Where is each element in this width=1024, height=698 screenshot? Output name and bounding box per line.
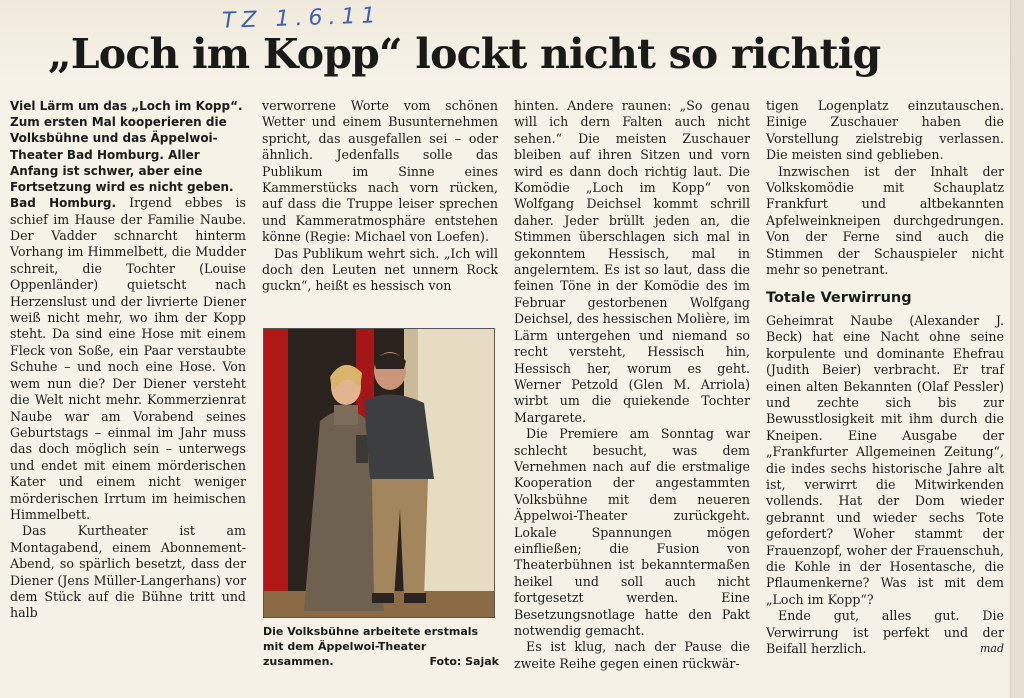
article-paragraph: hinten. Andere raunen: „So genau will ich dern Falten auch nicht sehen.“ Die meisten Zuschauer bleiben auf ihren Sitzen und vorn wird es dann doch richtig laut. Die Komödie „Loch im Kopp“ von Wolfgang Deichsel kommt schrill daher. Jeder brüllt jeden an, die Stimmen überschlagen sich mal in gekonntem Hessisch, mal in angelerntem. Es ist so laut, dass die feinen Töne in der Komödie des im Februar gestorbenen Wolfgang Deichsel, des hessischen Molière, im Lärm untergehen und niemand so recht versteht, Hessisch hin, Hessisch her, worum es geht. Werner Petzold (Glen M. Arriola) wirbt um die quiekende Tochter Margarete. — [514, 98, 750, 425]
stage-photo-illustration — [264, 329, 495, 618]
photo-credit: Foto: Sajak — [429, 655, 499, 668]
article-column-1 — [10, 98, 246, 622]
adjacent-page-edge — [1010, 0, 1024, 698]
article-paragraph: tigen Logenplatz einzutauschen. Einige Zuschauer haben die Vorstellung zielstrebig verlassen. Die meisten sind geblieben. — [766, 98, 1004, 163]
article-column-4 — [766, 98, 1004, 657]
dateline: Bad Homburg. — [10, 196, 117, 211]
article-paragraph — [10, 195, 246, 523]
paragraph-text: Irgend ebbes is schief im Hause der Familie Naube. Der Vadder schnarcht hinterm Vorhang im Himmelbett, die Mudder schreit, die Tochter (Louise Oppenländer) quietscht nach Herzenslust und der livrierte Diener weiß nicht mehr, wo ihm der Kopp steht. Da sind eine Hose mit einem Fleck von Soße, ein Paar verstaubte Schuhe – und noch eine Hose. Von wem nun die? Der Diener versteht die Welt nicht mehr. Kommerzienrat Naube war am Vorabend seines Geburtstags – einmal im Jahr muss das doch möglich sein – unterwegs und endet mit einem mörderischen Kater und einem nicht weniger mörderischen Irrtum im heimischen Himmelbett. — [10, 195, 246, 522]
article-paragraph: Geheimrat Naube (Alexander J. Beck) hat eine Nacht ohne seine korpulente und dominante Ehefrau (Judith Beier) verbracht. Er traf einen alten Bekannten (Olaf Pessler) und zechte sich bis zur Bewusstlosigkeit mit ihm durch die Kneipen. Eine Ausgabe der „Frankfurter Allgemeinen Zeitung“, die indes sechs historische Jahre alt ist, verwirrt die Mitwirkenden vollends. Hat der Dom wieder gebrannt und wieder sechs Tote gefordert? Woher stammt der Frauenzopf, woher der Frauenschuh, die Kohle in der Hosentasche, die Pflaumenkerne? Was ist mit dem „Loch im Kopp“? — [766, 312, 1004, 607]
article-paragraph: Die Premiere am Sonntag war schlecht besucht, was dem Vernehmen nach auf die erstmalige Kooperation der angestammten Volksbühne mit dem neueren Äppelwoi-Theater zurückgeht. Lokale Spannungen mögen einfließen; die Fusion von Theaterbühnen ist bekanntermaßen heikel und soll auch nicht fortgesetzt werden. Eine Besetzungsnotlage hatte den Pakt notwendig gemacht. — [514, 426, 750, 638]
article-column-2 — [262, 98, 498, 295]
article-paragraph: Inzwischen ist der Inhalt der Volkskomödie mit Schauplatz Frankfurt und altbekannten Apfelweinkneipen durchgedrungen. Von der Ferne sind auch die Stimmen der Schauspieler nicht mehr so penetrant. — [766, 163, 1004, 278]
article-paragraph: Das Kurtheater ist am Montagabend, einem Abonnement-Abend, so spärlich besetzt, dass der Diener (Jens Müller-Langerhans) vor dem Stück auf die Bühne tritt und halb — [10, 523, 246, 621]
article-lead: Viel Lärm um das „Loch im Kopp“. Zum ersten Mal kooperieren die Volksbühne und das Äppelwoi-Theater Bad Homburg. Aller Anfang ist schwer, aber eine Fortsetzung wird es nicht geben. — [10, 99, 243, 195]
article-paragraph — [766, 608, 1004, 657]
handwritten-date-note: TZ 1.6.11 — [221, 3, 382, 34]
caption-text: Die Volksbühne arbeitete erstmals mit dem Äppelwoi-Theater zusammen. — [263, 625, 479, 668]
stage-photo — [263, 328, 495, 618]
article-paragraph: verworrene Worte vom schönen Wetter und einem Busunternehmen spricht, das ausgefallen sei – oder ähnlich. Jedenfalls solle das Publikum im Sinne eines Kammerstücks nach vorn rücken, auf dass die Truppe leiser sprechen und Kammeratmosphäre entstehen könne (Regie: Michael von Loefen). — [262, 98, 498, 245]
article-headline: „Loch im Kopp“ lockt nicht so richtig — [48, 30, 881, 78]
photo-caption — [263, 624, 499, 669]
article-paragraph: Es ist klug, nach der Pause die zweite Reihe gegen einen rückwär- — [514, 639, 750, 671]
paragraph-text: Ende gut, alles gut. Die Verwirrung ist perfekt und der Beifall herzlich. — [766, 608, 1004, 656]
article-column-3 — [514, 98, 750, 672]
article-paragraph: Das Publikum wehrt sich. „Ich will doch den Leuten net unnern Rock guckn“, heißt es hessisch von — [262, 245, 498, 294]
author-signature: mad — [979, 642, 1004, 655]
section-subheading: Totale Verwirrung — [766, 290, 912, 307]
